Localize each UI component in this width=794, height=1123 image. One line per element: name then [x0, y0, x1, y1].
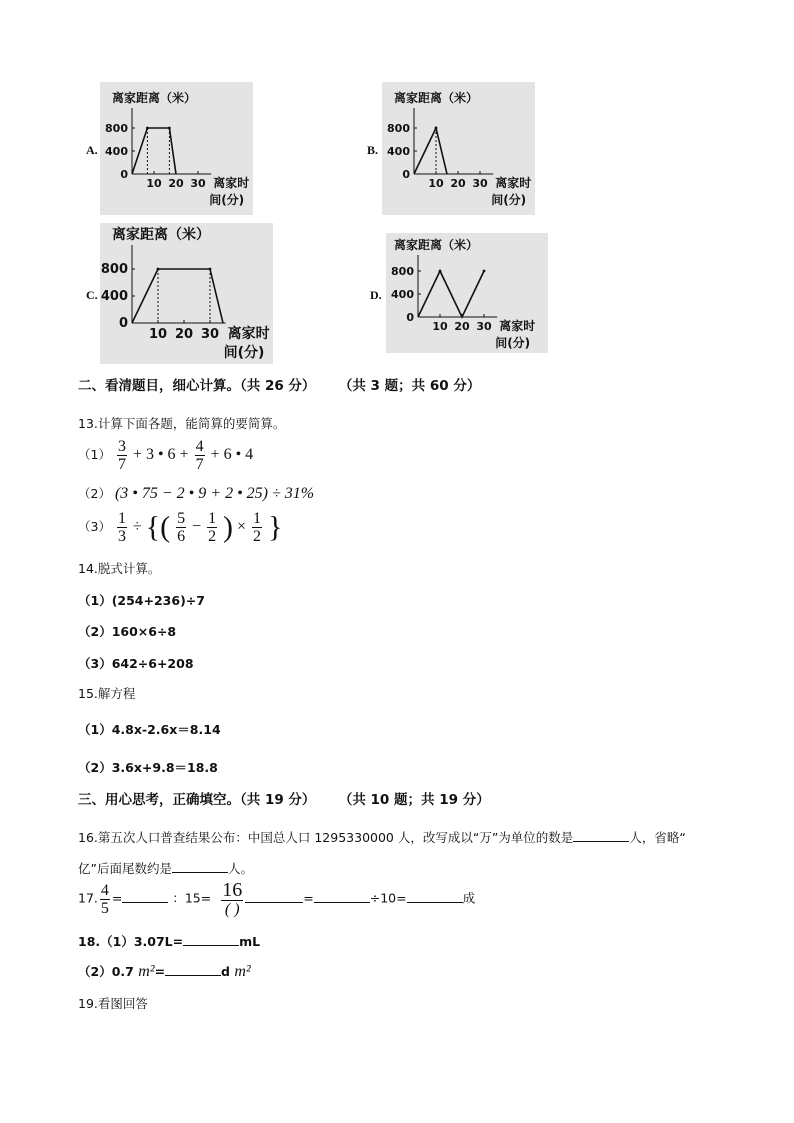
y-tick-label: 800 [105, 122, 128, 135]
distance-line [132, 269, 223, 323]
x-axis-label-line1: 离家时 [499, 319, 536, 333]
q16-part4: 人。 [227, 861, 253, 876]
data-point [209, 268, 212, 271]
q13-p2-label: （2） [78, 486, 111, 501]
q17-f-den: 5 [100, 899, 109, 917]
q13-p1-mid: + 3 • 6 + [132, 446, 189, 463]
graph-c [100, 223, 273, 364]
q13-p1-end: + 6 • 4 [210, 446, 254, 463]
x-tick-label: 10 [148, 327, 168, 342]
q13-part1 [78, 438, 253, 473]
x-tick-label: 30 [200, 327, 220, 342]
q17-end: 成 [462, 890, 476, 906]
distance-line [132, 128, 176, 174]
graph-b [382, 82, 535, 215]
q17-f-num: 4 [100, 881, 109, 899]
q16-answer-blank-2[interactable] [172, 872, 228, 873]
q18-blank-2[interactable] [165, 975, 221, 976]
q17-blank-1[interactable] [122, 902, 168, 903]
x-tick-label: 30 [472, 177, 488, 190]
q13-p3-f4-num: 1 [253, 510, 262, 527]
x-axis-label-line1: 离家时 [227, 326, 270, 342]
graph-d [386, 233, 548, 353]
x-tick-label: 30 [190, 177, 206, 190]
fraction [221, 880, 243, 918]
right-brace: } [268, 510, 283, 544]
q13-p3-f2-num: 5 [177, 510, 186, 527]
data-point [146, 127, 149, 130]
graph-b-svg [382, 82, 535, 215]
y-tick-label: 0 [402, 168, 410, 181]
x-axis-label-line1: 离家时 [495, 176, 532, 190]
q14-item-1: （1）(254+236)÷7 [78, 593, 205, 608]
q17-line [78, 880, 475, 918]
q14-item-2: （2）160×6÷8 [78, 624, 177, 639]
x-axis-label-line2: 间(分) [223, 345, 265, 361]
q13-p3-f1-den: 3 [117, 528, 126, 545]
q13-p2-expr: (3 • 75 − 2 • 9 + 2 • 25) ÷ 31% [114, 485, 315, 502]
y-tick-label: 0 [118, 316, 128, 331]
y-axis-label: 离家距离（米） [394, 91, 479, 105]
q18-p2-unit: m² [138, 963, 155, 980]
q13-p1-f2-num: 4 [195, 438, 204, 455]
q13-p3-minus: − [192, 518, 202, 535]
q15-item-2: （2）3.6x+9.8＝18.8 [78, 760, 218, 775]
q13-p3-f3-num: 1 [208, 510, 217, 527]
q16-line-1 [78, 828, 686, 846]
x-tick-label: 20 [168, 177, 184, 190]
x-tick-label: 20 [454, 320, 470, 333]
graph-c-svg [100, 223, 273, 364]
q16-part2: 人，省略“ [629, 830, 686, 845]
q17-div: ÷10= [369, 890, 407, 906]
option-a-label: A. [86, 143, 98, 157]
graph-d-svg [386, 233, 548, 353]
y-tick-label: 400 [100, 289, 128, 304]
y-tick-label: 800 [100, 262, 128, 277]
y-tick-label: 400 [105, 145, 128, 158]
distance-line [414, 128, 447, 174]
x-tick-label: 10 [432, 320, 448, 333]
x-tick-label: 20 [174, 327, 194, 342]
y-tick-label: 800 [387, 122, 410, 135]
q13-p1-f1-den: 7 [117, 456, 126, 473]
q18-line-2 [78, 962, 251, 981]
q17-f2-den: ( ) [224, 901, 240, 918]
right-paren: ) [223, 510, 234, 544]
q18-p1-b: mL [239, 934, 261, 949]
option-b-label: B. [367, 143, 379, 157]
x-tick-label: 30 [476, 320, 492, 333]
q13-p3-f2-den: 6 [177, 528, 186, 545]
option-d-label: D. [370, 288, 382, 302]
x-axis-label-line1: 离家时 [213, 176, 250, 190]
q14-stem: 14.脱式计算。 [78, 561, 161, 576]
y-tick-label: 400 [387, 145, 410, 158]
q18-p2-a: （2）0.7 [78, 964, 134, 979]
q17-colon: ：15= [172, 890, 212, 906]
data-point [168, 127, 171, 130]
q13-p1-f2-den: 7 [195, 456, 204, 473]
q13-p3-f3-den: 2 [208, 528, 217, 545]
section-3-heading [78, 788, 490, 808]
option-c-label: C. [86, 288, 98, 302]
q16-part1: 16.第五次人口普查结果公布：中国总人口 1295330000 人，改写成以“万”为单位的数是 [78, 830, 574, 845]
q13-p1-f1-num: 3 [117, 438, 126, 455]
data-point [439, 270, 442, 273]
data-point [435, 127, 438, 130]
q13-part3 [78, 510, 282, 545]
y-tick-label: 400 [391, 288, 414, 301]
data-point [483, 270, 486, 273]
y-tick-label: 0 [406, 311, 414, 324]
q17-blank-3[interactable] [314, 902, 370, 903]
q18-blank-1[interactable] [183, 945, 239, 946]
fraction [176, 510, 186, 545]
y-axis-label: 离家距离（米） [112, 91, 197, 105]
q18-p1-a: 18.（1）3.07L= [78, 934, 184, 949]
x-tick-label: 10 [428, 177, 444, 190]
q13-p3-times: × [237, 518, 247, 535]
q13-p1-label: （1） [78, 447, 111, 462]
x-tick-label: 10 [146, 177, 162, 190]
section-2-count: （共 3 题；共 60 分） [338, 378, 481, 394]
q15-item-1: （1）4.8x-2.6x＝8.14 [78, 722, 221, 737]
q18-p2-b: d [221, 964, 230, 979]
fraction [207, 510, 217, 545]
fraction [117, 510, 127, 545]
q13-p3-div: ÷ [132, 518, 142, 535]
q17-eq1: = [111, 890, 123, 906]
y-tick-label: 0 [120, 168, 128, 181]
x-tick-label: 20 [450, 177, 466, 190]
section-2-title: 二、看清题目，细心计算。（共 26 分） [78, 378, 316, 394]
data-point [157, 268, 160, 271]
q18-p2-eq: = [154, 964, 166, 979]
q13-p3-f1-num: 1 [117, 510, 126, 527]
x-axis-label-line2: 间(分) [495, 336, 531, 350]
fraction [100, 882, 110, 917]
fraction [195, 438, 205, 473]
left-brace: {( [145, 510, 171, 544]
q17-blank-2[interactable] [245, 902, 303, 903]
y-axis-label: 离家距离（米） [112, 227, 210, 243]
q19-stem: 19.看图回答 [78, 996, 148, 1011]
y-tick-label: 800 [391, 265, 414, 278]
x-axis-label-line2: 间(分) [491, 193, 527, 207]
q13-p3-label: （3） [78, 519, 111, 534]
fraction [117, 438, 127, 473]
q16-line-2 [78, 859, 253, 877]
q18-p2-unit2: m² [234, 963, 251, 980]
q18-line-1 [78, 932, 260, 950]
graph-a [100, 82, 253, 215]
q13-stem: 13.计算下面各题，能简算的要简算。 [78, 416, 286, 431]
x-axis-label-line2: 间(分) [209, 193, 245, 207]
q15-stem: 15.解方程 [78, 686, 136, 701]
q17-blank-4[interactable] [407, 902, 463, 903]
distance-line [418, 271, 484, 317]
section-2-heading [78, 374, 480, 394]
q14-item-3: （3）642÷6+208 [78, 656, 194, 671]
q16-answer-blank-1[interactable] [573, 841, 629, 842]
q17-f2-num: 16 [222, 879, 243, 901]
q17-label: 17. [78, 890, 98, 906]
q16-part3: 亿”后面尾数约是 [78, 861, 172, 876]
graph-a-svg [100, 82, 253, 215]
y-axis-label: 离家距离（米） [394, 238, 479, 252]
q13-part2 [78, 484, 314, 503]
section-3-count: （共 10 题；共 19 分） [338, 792, 490, 808]
q17-eq2: = [303, 890, 314, 906]
fraction [252, 510, 262, 545]
q13-p3-f4-den: 2 [253, 528, 262, 545]
section-3-title: 三、用心思考，正确填空。（共 19 分） [78, 792, 316, 808]
